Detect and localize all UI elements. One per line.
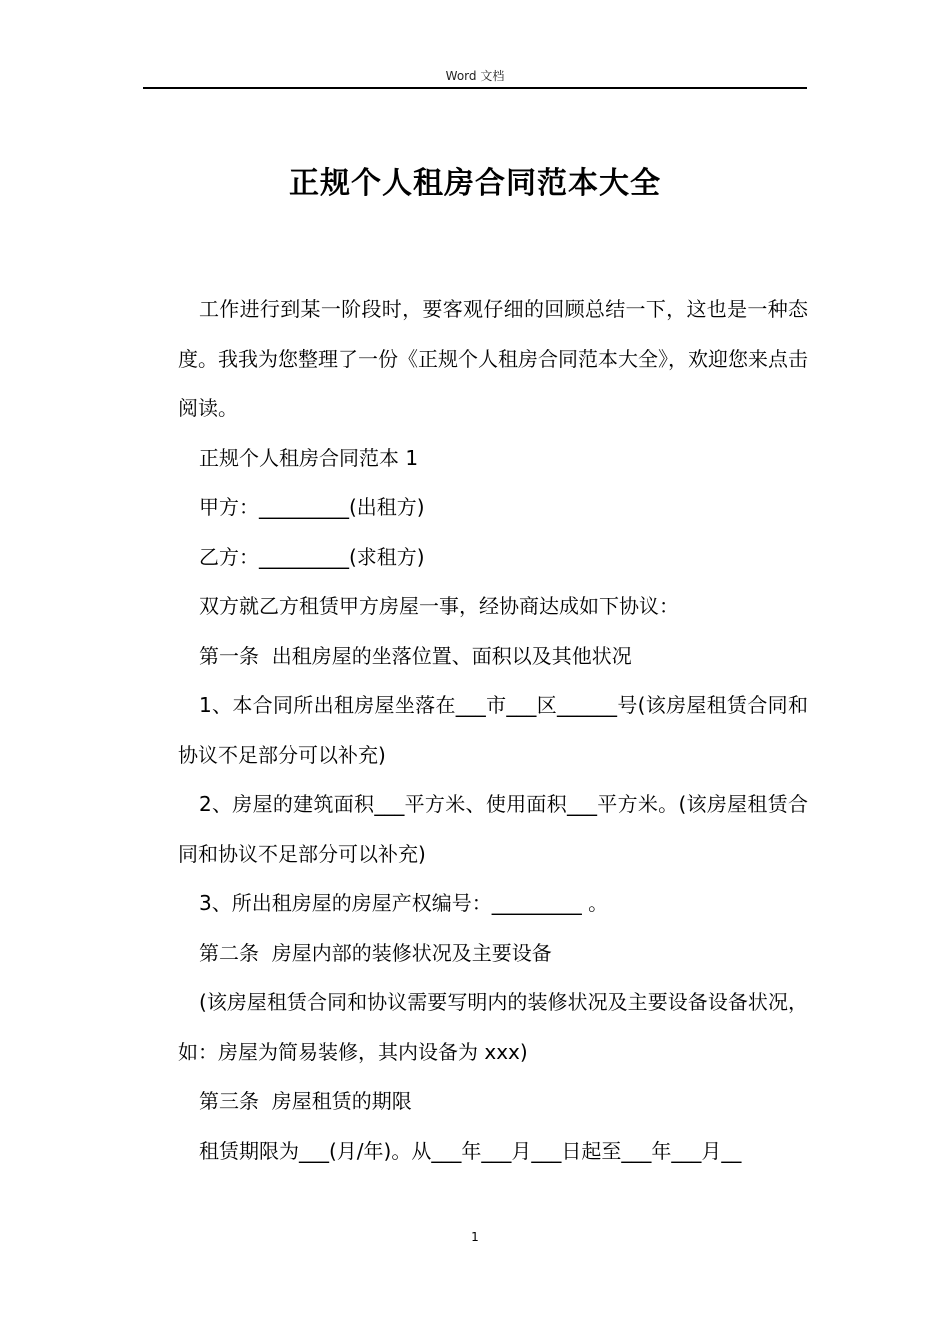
clause-2-note: (该房屋租赁合同和协议需要写明内的装修状况及主要设备设备状况，如：房屋为简易装修，其内设备为 xxx) [178, 990, 808, 1064]
clause-1-3: 3、所出租房屋的房屋产权编号：_________ 。 [199, 891, 609, 915]
page-header: Word 文档 [445, 69, 505, 83]
clause-1-2: 2、房屋的建筑面积___平方米、使用面积___平方米。(该房屋租赁合同和协议不足部分可以补充) [178, 792, 808, 866]
clause-1-1: 1、本合同所出租房屋坐落在___市___区______号(该房屋租赁合同和协议不足部分可以补充) [178, 693, 808, 767]
page-number: 1 [471, 1230, 479, 1244]
clause-3-term: 租赁期限为___(月/年)。从___年___月___日起至___年___月__ [199, 1138, 742, 1163]
header-divider [143, 87, 807, 89]
article-1-heading: 第一条 出租房屋的坐落位置、面积以及其他状况 [199, 643, 632, 668]
article-3-heading: 第三条 房屋租赁的期限 [199, 1089, 412, 1113]
party-b-line: 乙方：_________(求租方) [199, 544, 425, 569]
article-2-heading: 第二条 房屋内部的装修状况及主要设备 [199, 940, 552, 965]
document-title: 正规个人租房合同范本大全 [289, 166, 661, 201]
document-body [178, 285, 808, 1176]
contract-heading: 正规个人租房合同范本 1 [199, 445, 419, 470]
agreement-statement: 双方就乙方租赁甲方房屋一事，经协商达成如下协议： [199, 594, 679, 618]
party-a-line: 甲方：_________(出租方) [199, 495, 425, 519]
intro-paragraph: 工作进行到某一阶段时，要客观仔细的回顾总结一下，这也是一种态度。我我为您整理了一份《正规个人租房合同范本大全》，欢迎您来点击阅读。 [178, 297, 808, 420]
